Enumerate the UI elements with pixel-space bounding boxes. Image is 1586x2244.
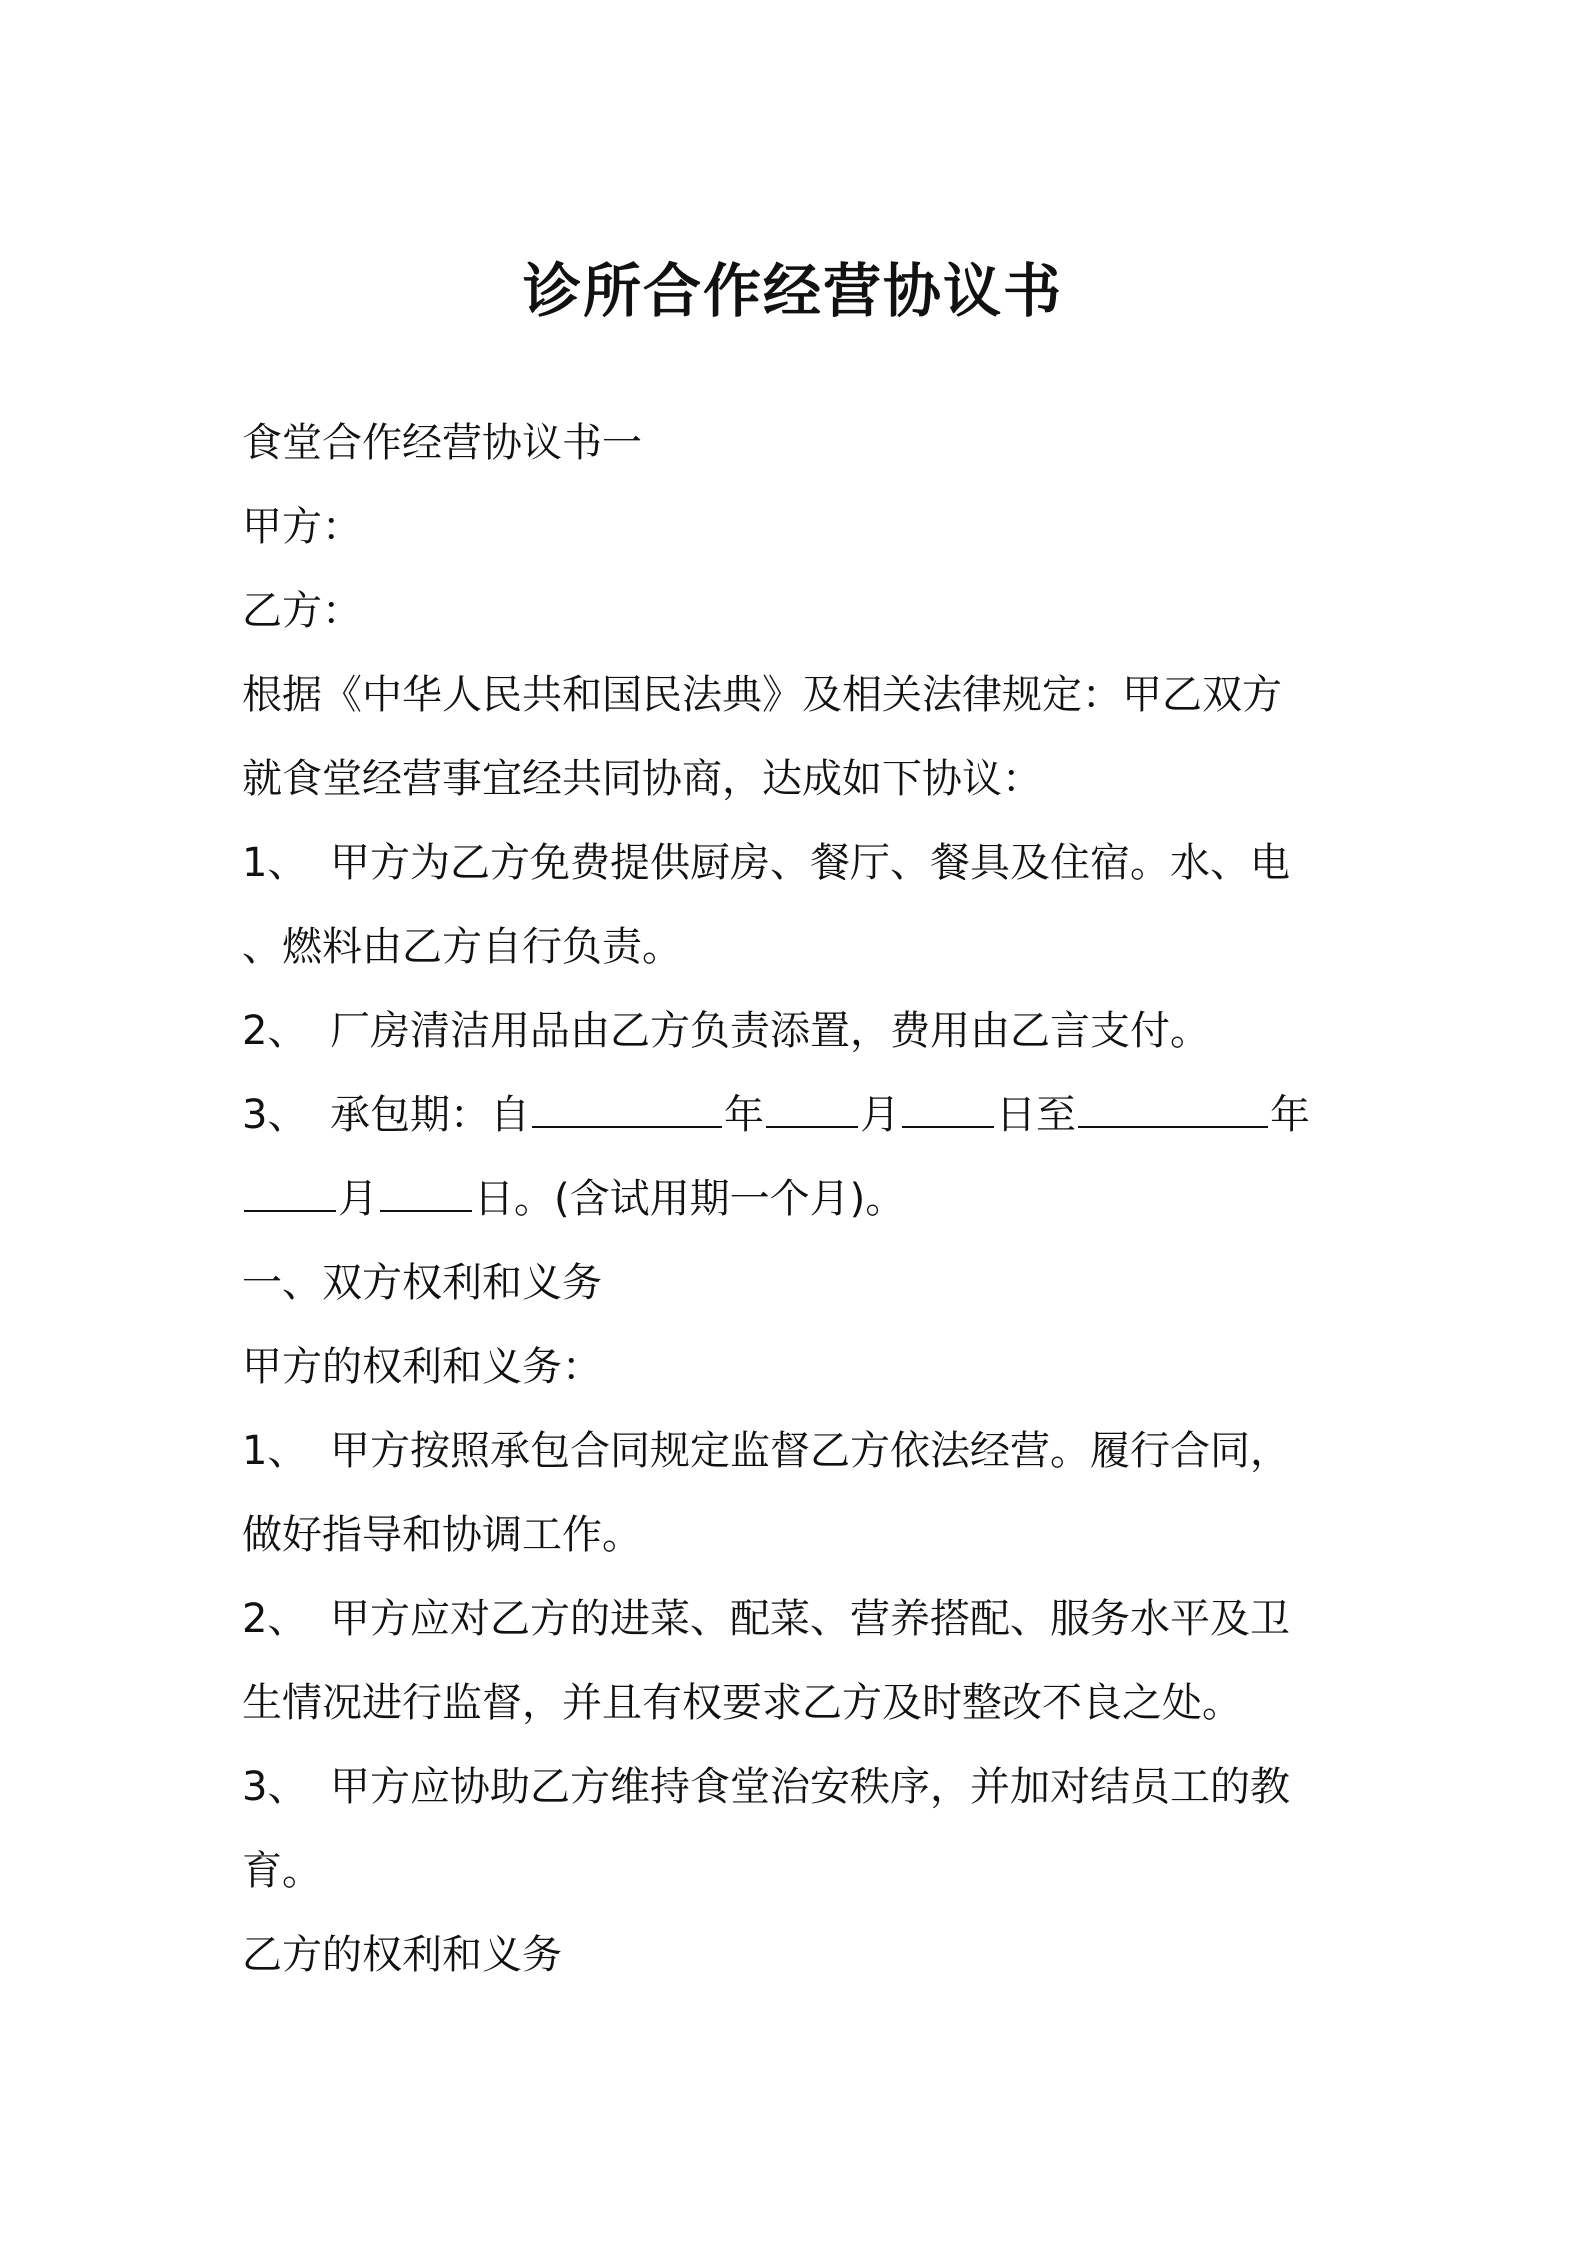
preamble-line-1: 根据《中华人民共和国民法典》及相关法律规定：甲乙双方	[242, 672, 1282, 718]
term-label: 承包期：自	[330, 1092, 530, 1138]
clause-number: 2、	[242, 1008, 308, 1054]
end-year-blank	[1078, 1090, 1268, 1128]
party-a-right-2	[242, 1594, 1362, 1644]
clause-text: 甲方按照承包合同规定监督乙方依法经营。履行合同，	[330, 1428, 1290, 1474]
clause-text: 甲方应对乙方的进菜、配菜、营养搭配、服务水平及卫	[330, 1596, 1290, 1642]
section-1-heading: 一、双方权利和义务	[242, 1260, 602, 1306]
preamble-line-2: 就食堂经营事宜经共同协商，达成如下协议：	[242, 756, 1042, 802]
party-a-right-2-continued: 生情况进行监督，并且有权要求乙方及时整改不良之处。	[242, 1680, 1242, 1726]
clause-number: 2、	[242, 1596, 308, 1642]
day-to-label: 日至	[996, 1092, 1076, 1138]
party-a-right-3	[242, 1762, 1362, 1812]
party-a-right-1-continued: 做好指导和协调工作。	[242, 1512, 642, 1558]
clause-3-continued	[242, 1174, 1362, 1224]
party-b-rights-heading: 乙方的权利和义务	[242, 1932, 562, 1978]
clause-number: 1、	[242, 840, 308, 886]
clause-text: 厂房清洁用品由乙方负责添置，费用由乙言支付。	[330, 1008, 1210, 1054]
party-a-label: 甲方：	[242, 504, 362, 550]
party-a-rights-heading: 甲方的权利和义务：	[242, 1344, 602, 1390]
clause-2	[242, 1006, 1362, 1056]
document-title: 诊所合作经营协议书	[522, 257, 1063, 325]
clause-number: 3、	[242, 1764, 308, 1810]
day-end-label: 日。(含试用期一个月)。	[474, 1176, 906, 1222]
start-year-blank	[532, 1090, 722, 1128]
clause-1	[242, 838, 1362, 888]
start-day-blank	[902, 1090, 994, 1128]
start-month-blank	[766, 1090, 858, 1128]
end-month-blank	[244, 1174, 336, 1212]
clause-text: 甲方为乙方免费提供厨房、餐厅、餐具及住宿。水、电	[330, 840, 1290, 886]
clause-text: 甲方应协助乙方维持食堂治安秩序，并加对结员工的教	[330, 1764, 1290, 1810]
clause-number: 3、	[242, 1092, 308, 1138]
party-a-right-1	[242, 1426, 1362, 1476]
year-label: 年	[724, 1092, 764, 1138]
party-b-label: 乙方：	[242, 588, 362, 634]
party-a-right-3-continued: 育。	[242, 1848, 322, 1894]
end-day-blank	[380, 1174, 472, 1212]
document-subtitle: 食堂合作经营协议书一	[242, 420, 642, 466]
clause-1-continued: 、燃料由乙方自行负责。	[242, 924, 682, 970]
month-label-2: 月	[338, 1176, 378, 1222]
year-label-2: 年	[1270, 1092, 1310, 1138]
month-label: 月	[860, 1092, 900, 1138]
clause-3	[242, 1090, 1362, 1140]
clause-number: 1、	[242, 1428, 308, 1474]
